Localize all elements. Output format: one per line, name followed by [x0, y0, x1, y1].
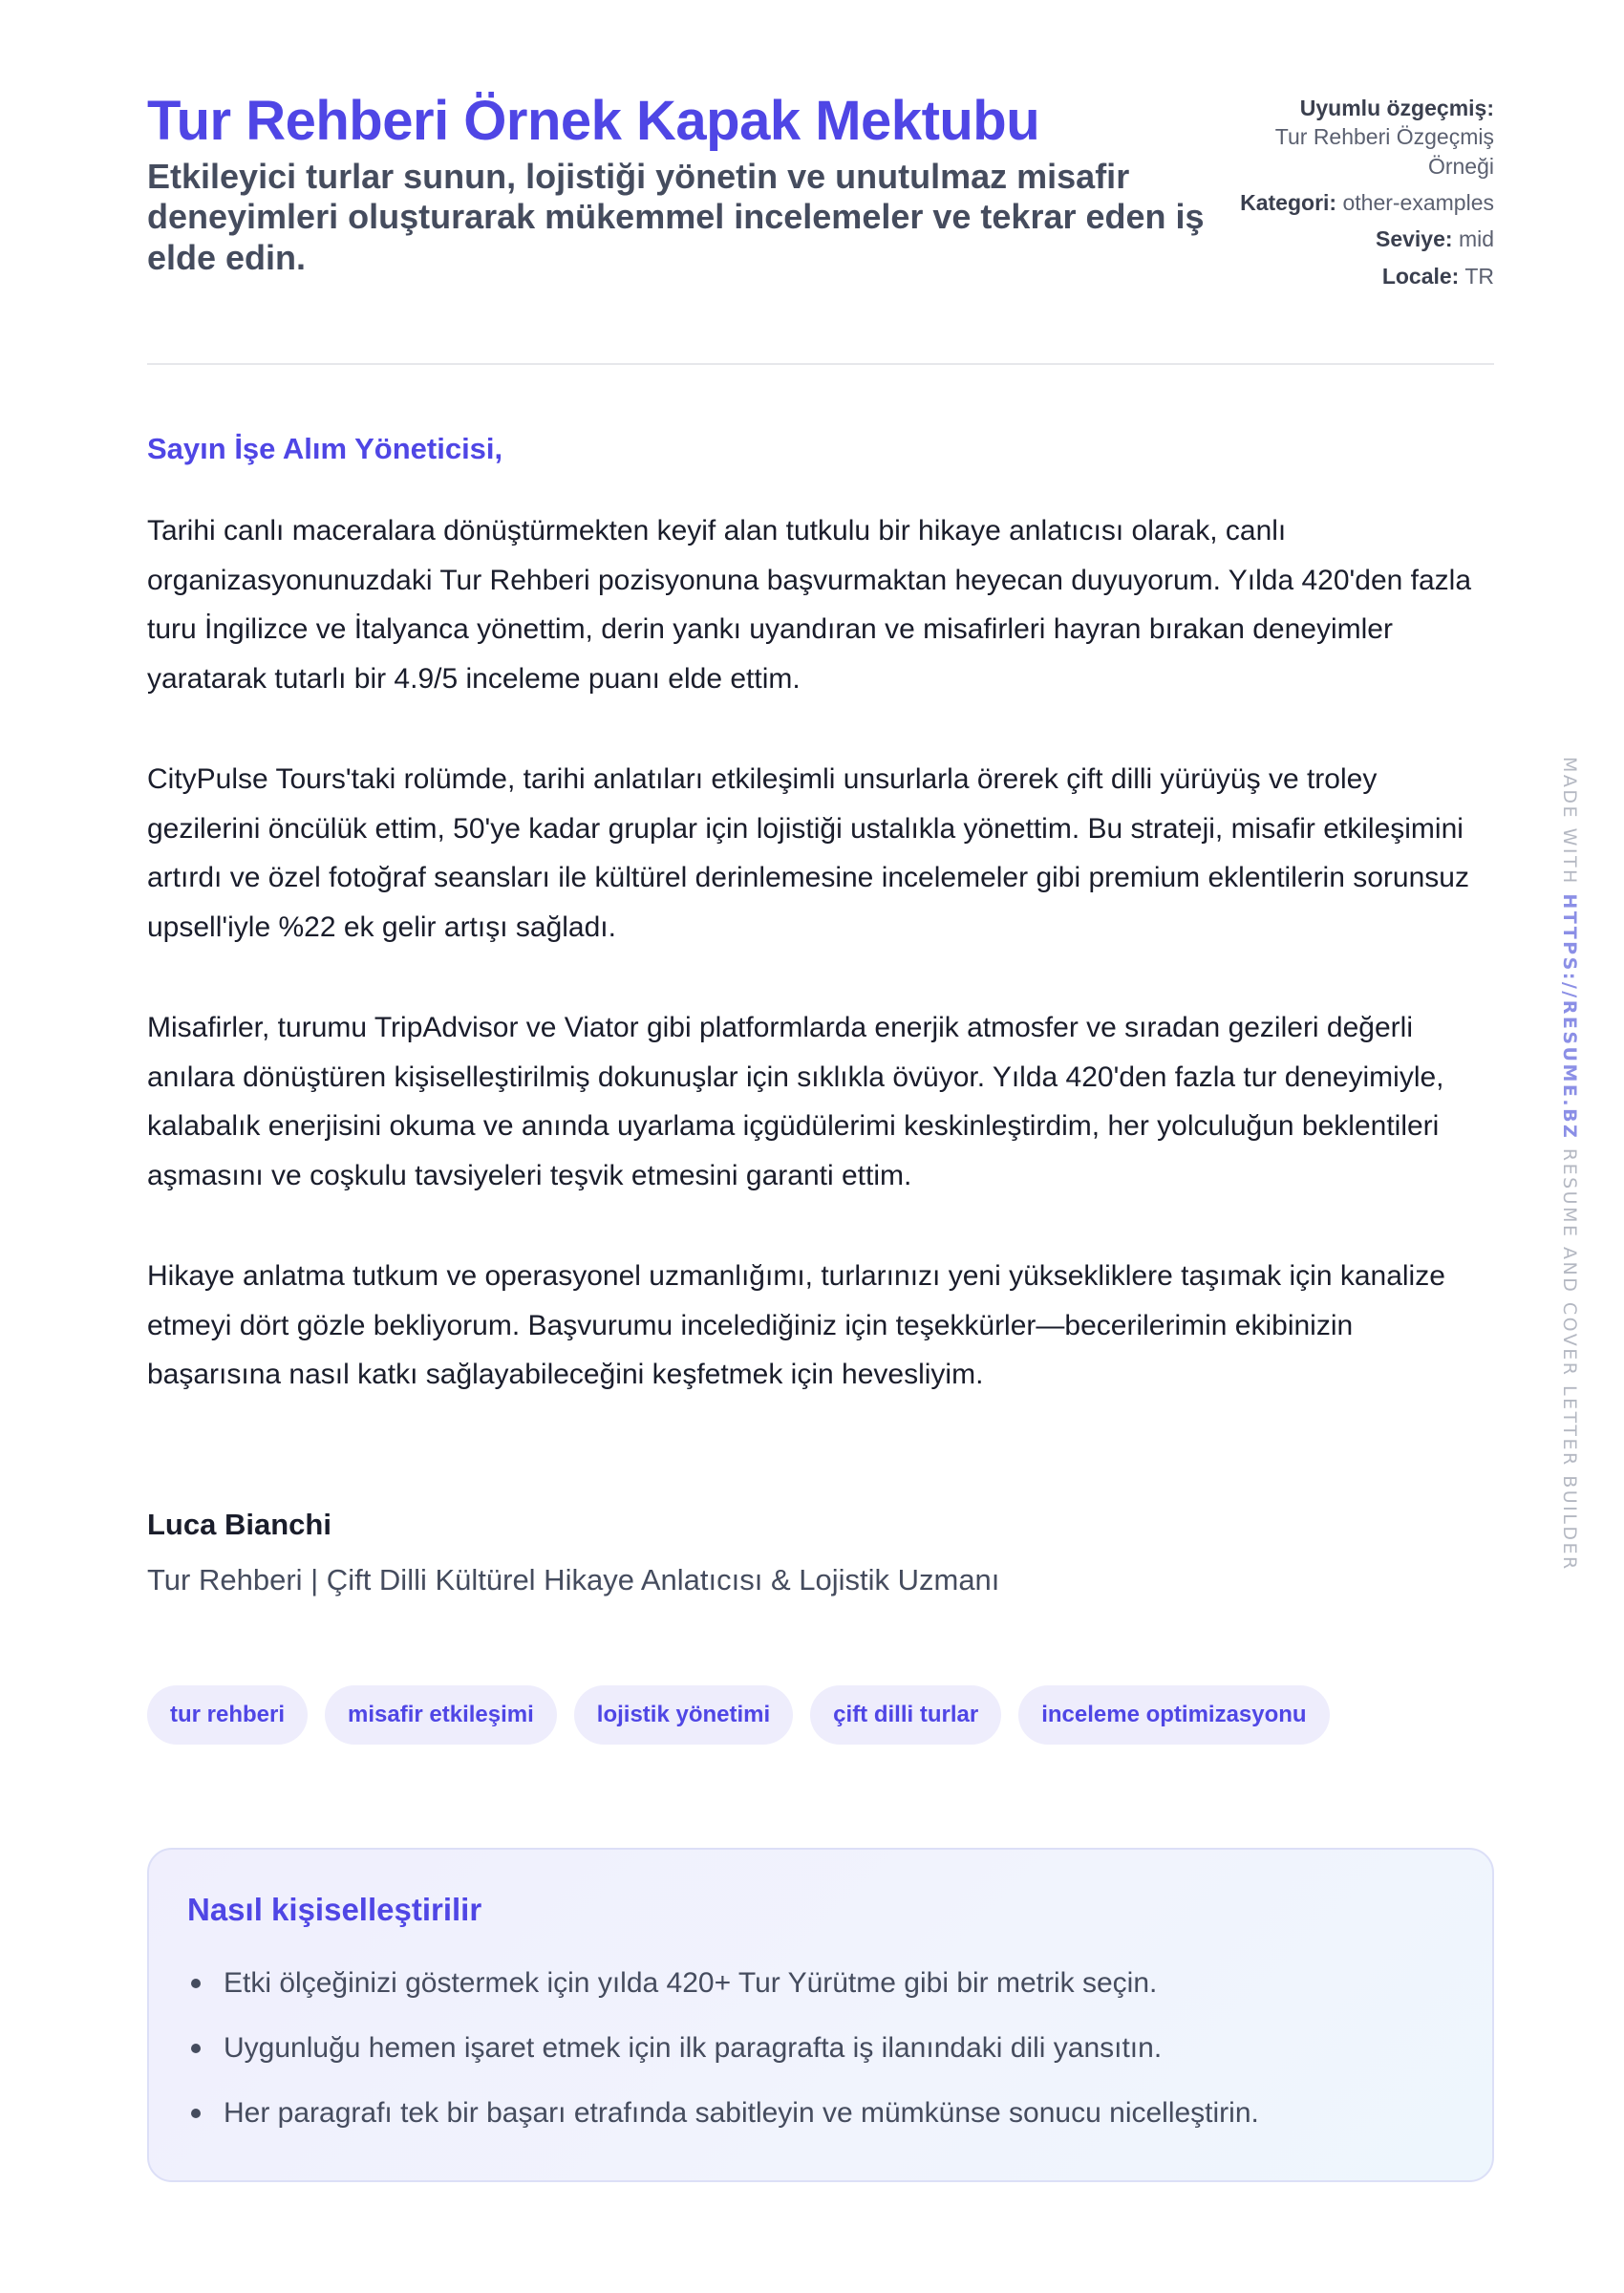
- tip-item: [187, 2027, 1454, 2069]
- meta-level-value: mid: [1458, 226, 1494, 252]
- page-title: Tur Rehberi Örnek Kapak Mektubu: [147, 90, 1040, 152]
- paragraph: Hikaye anlatma tutkum ve operasyonel uzmanlığımı, turlarınızı yeni yüksekliklere taşımak için kanalize etmeyi dört gözle bekliyorum. Başvurumu incelediğiniz için teşekkürler—becerilerimin ekibinizin başarısına nasıl katkı sağlayabileceğini keşfetmek için hevesliyim.: [147, 1260, 1445, 1390]
- tag: inceleme optimizasyonu: [1018, 1685, 1329, 1745]
- meta-locale-value: TR: [1464, 263, 1494, 289]
- watermark-link[interactable]: HTTPS://RESUME.BZ: [1559, 893, 1580, 1141]
- tag: tur rehberi: [147, 1685, 308, 1745]
- bullet-icon: [191, 2109, 201, 2118]
- header: [147, 88, 1494, 298]
- tip-text: Uygunluğu hemen işaret etmek için ilk paragrafta iş ilanındaki dili yansıtın.: [224, 2032, 1163, 2064]
- letter-body: [147, 506, 1494, 1451]
- signature-name: Luca Bianchi: [147, 1508, 331, 1541]
- meta-panel: [1209, 88, 1494, 298]
- paragraph: CityPulse Tours'taki rolümde, tarihi anlatıları etkileşimli unsurlarla örerek çift dilli yürüyüş ve troley gezilerini öncülük ettim, 50'ye kadar gruplar için lojistiği ustalıkla yönettim. Bu strateji, misafir etkileşimini artırdı ve özel fotoğraf seansları ile kültürel derinlemesine incelemeler gibi premium eklentilerin sorunsuz upsell'iyle %22 ek gelir artışı sağladı.: [147, 763, 1469, 943]
- tip-text: Etki ölçeğinizi göstermek için yılda 420+ Tur Yürütme gibi bir metrik seçin.: [224, 1967, 1158, 1999]
- paragraph: Misafirler, turumu TripAdvisor ve Viator gibi platformlarda enerjik atmosfer ve sıradan gezileri değerli anılara dönüştüren kişiselleştirilmiş dokunuşlar için sıklıkla övüyor. Yılda 420'den fazla tur deneyimiyle, kalabalık enerjisini okuma ve anında uyarlama içgüdülerimi keskinleştirdim, her yolculuğun beklentileri aşmasını ve coşkulu tavsiyeleri teşvik etmesini garanti ettim.: [147, 1012, 1444, 1191]
- vertical-watermark: [1559, 757, 1580, 1572]
- paragraph: Tarihi canlı maceralara dönüştürmekten keyif alan tutkulu bir hikaye anlatıcısı olarak, canlı organizasyonunuzdaki Tur Rehberi pozisyonuna başvurmaktan heyecan duyuyorum. Yılda 420'den fazla turu İngilizce ve İtalyanca yönettim, derin yankı uyandıran ve misafirleri hayran bırakan deneyimler yaratarak tutarlı bir 4.9/5 inceleme puanı elde ettim.: [147, 515, 1472, 695]
- meta-resume-value: Tur Rehberi Özgeçmiş Örneği: [1274, 124, 1494, 179]
- tip-text: Her paragrafı tek bir başarı etrafında sabitleyin ve mümkünse sonucu nicelleştirin.: [224, 2097, 1259, 2129]
- watermark-prefix: MADE WITH: [1559, 757, 1580, 886]
- tag-list: [147, 1685, 1330, 1745]
- header-left: [147, 88, 1209, 298]
- salutation: Sayın İşe Alım Yöneticisi,: [147, 432, 503, 465]
- meta-locale: [1209, 262, 1494, 290]
- meta-resume-label: Uyumlu özgeçmiş:: [1299, 96, 1494, 120]
- tip-item: [187, 2092, 1454, 2134]
- bullet-icon: [191, 1979, 201, 1988]
- meta-category: [1209, 188, 1494, 217]
- personalization-tips-box: [147, 1848, 1494, 2182]
- signature-title: Tur Rehberi | Çift Dilli Kültürel Hikaye Anlatıcısı & Lojistik Uzmanı: [147, 1563, 1000, 1597]
- tag: misafir etkileşimi: [325, 1685, 557, 1745]
- tips-title: Nasıl kişiselleştirilir: [187, 1892, 482, 1927]
- meta-locale-label: Locale:: [1381, 263, 1460, 289]
- tips-list: [187, 1962, 1454, 2134]
- watermark-suffix: RESUME AND COVER LETTER BUILDER: [1559, 1147, 1580, 1572]
- meta-resume: [1209, 94, 1494, 181]
- tip-item: [187, 1962, 1454, 2004]
- meta-level-label: Seviye:: [1375, 226, 1453, 252]
- tag: lojistik yönetimi: [574, 1685, 793, 1745]
- meta-level: [1209, 225, 1494, 253]
- meta-category-value: other-examples: [1342, 190, 1494, 216]
- page-subtitle: Etkileyici turlar sunun, lojistiği yönetin ve unutulmaz misafir deneyimleri oluşturarak mükemmel incelemeler ve tekrar eden iş elde edin.: [147, 156, 1205, 277]
- header-divider: [147, 363, 1494, 365]
- tag: çift dilli turlar: [810, 1685, 1001, 1745]
- meta-category-label: Kategori:: [1240, 190, 1337, 216]
- bullet-icon: [191, 2044, 201, 2053]
